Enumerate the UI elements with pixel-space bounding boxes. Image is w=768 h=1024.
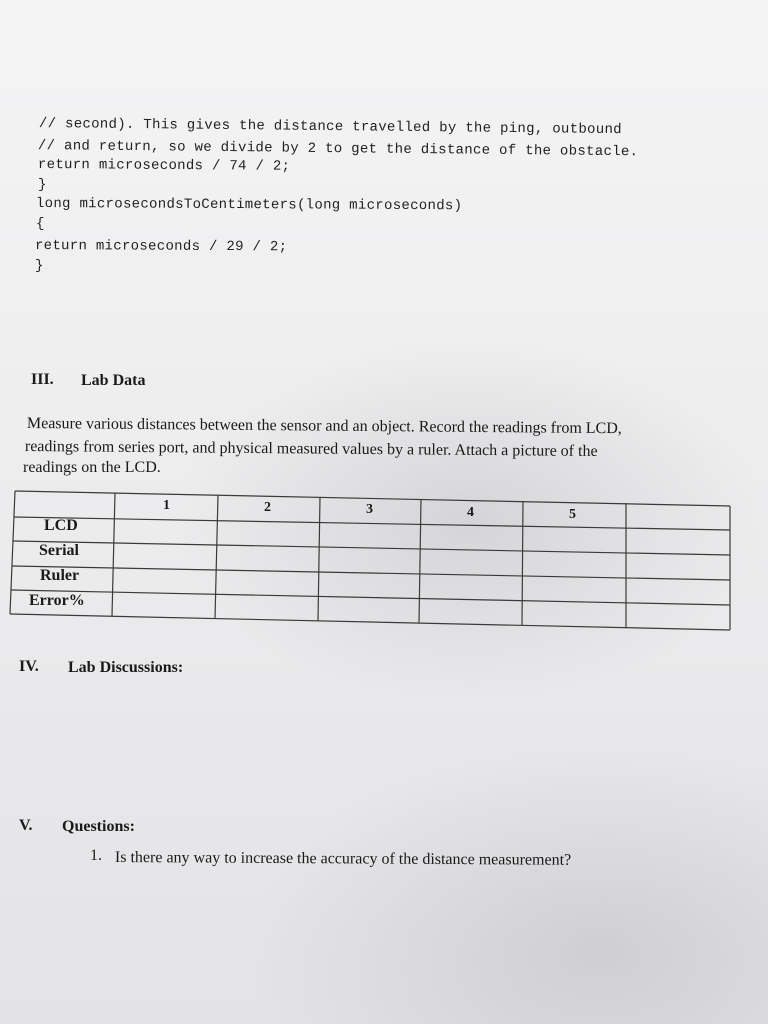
table-row-label-ruler: Ruler (40, 567, 80, 584)
table-col-header-1: 1 (163, 498, 170, 513)
table-col-header-3: 3 (366, 502, 373, 517)
code-line-1: // second). This gives the distance travelled by the ping, outbound (38, 116, 622, 139)
section3-numeral: III. (31, 371, 54, 388)
section5-numeral: V. (19, 817, 33, 834)
code-line-2: // and return, so we divide by 2 to get the distance of the obstacle. (37, 138, 639, 161)
section3-paragraph-line-3: readings on the LCD. (23, 459, 161, 476)
section3-paragraph-line-1: Measure various distances between the sensor and an object. Record the readings from LCD, (26, 414, 622, 438)
code-line-6: { (36, 216, 45, 232)
table-col-header-5: 5 (569, 507, 576, 522)
section5-title: Questions: (62, 818, 135, 835)
table-col-header-2: 2 (264, 500, 271, 515)
question-text: Is there any way to increase the accuracy of the distance measurement? (114, 849, 572, 869)
code-line-5: long microsecondsToCentimeters(long microseconds) (35, 196, 463, 215)
section4-title: Lab Discussions: (68, 659, 184, 676)
question-number: 1. (90, 847, 102, 864)
code-line-3: return microseconds / 74 / 2; (37, 157, 291, 175)
code-line-8: } (35, 258, 44, 274)
section3-title: Lab Data (81, 372, 146, 389)
table-row-label-lcd: LCD (44, 517, 78, 534)
table-row-label-serial: Serial (39, 542, 79, 559)
section4-numeral: IV. (19, 658, 39, 675)
table-row-label-error: Error% (29, 592, 85, 609)
section3-paragraph-line-2: readings from series port, and physical measured values by a ruler. Attach a picture of the (24, 437, 598, 460)
code-line-4: } (38, 177, 47, 193)
code-line-7: return microseconds / 29 / 2; (34, 238, 288, 256)
table-col-header-4: 4 (467, 505, 474, 520)
